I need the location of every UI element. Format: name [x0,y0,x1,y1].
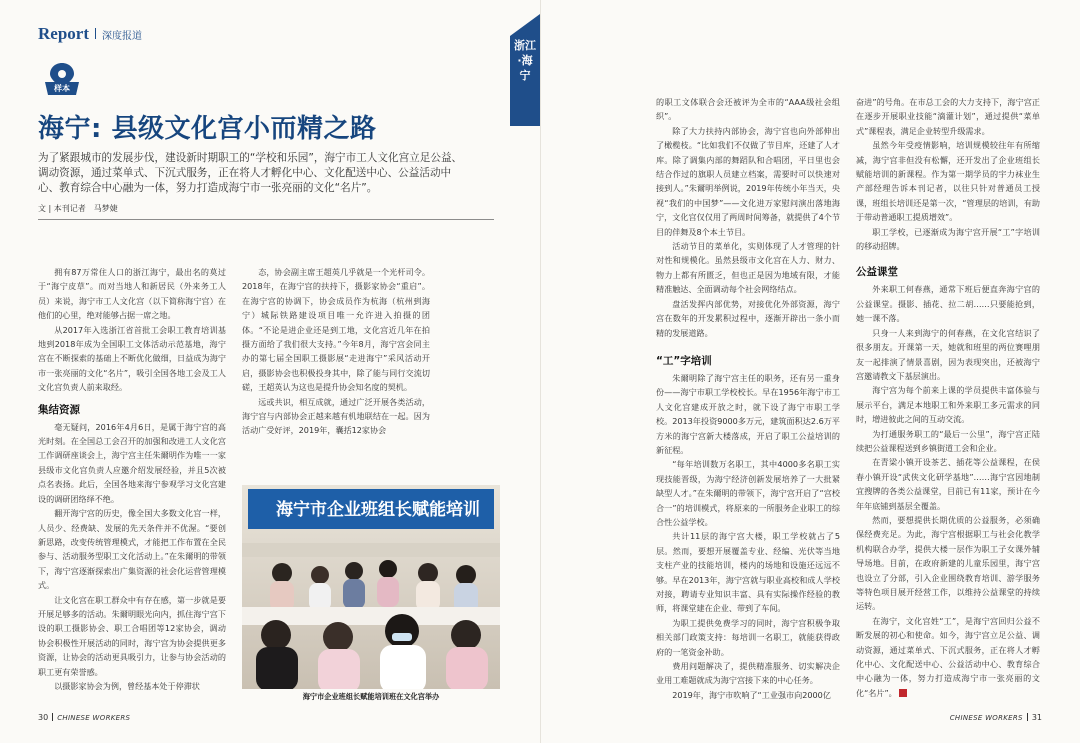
paragraph: 虽然今年受疫情影响，培训规模较往年有所缩减，海宁宫非但没有松懈，还开发出了企业班组长赋能培训的新课程。作为第一期学员的宇力袜业生产部经理告诉本刊记者，以往只针对普通员工授课，班组长培训还是第一次，“管理层的培训，有助于带动普通职工提质增效”。 [856,140,1040,223]
article-title: 海宁: 县级文化宫小而精之路 [38,114,377,144]
paragraph: 朱爾明除了海宁宫主任的职务，还有另一重身份——海宁市职工学校校长。早在1956年海宁市工人文化宫建成开放之时，就下设了海宁市职工学校。2013年投资9000多万元，建筑面积达2.6万平方米的海宁宫新大楼落成，开启了职工公益培训的新征程。 [656,372,840,455]
paragraph: 拥有87万常住人口的浙江海宁，最出名的莫过于“海宁皮草”。而对当地人和新居民（外来务工人员）来说，海宁市工人文化宫（以下简称海宁宫）在他们的心里，绝对能够占据一席之地。 [38,267,226,321]
text-column-4 [856,95,1040,700]
map-pin-icon [42,62,82,100]
section-label: 深度报道 [101,31,142,42]
section-header [38,24,142,44]
paragraph: 态，协会副主席王超英几乎就是一个光杆司令。2018年，在海宁宫的扶持下，摄影家协会“重启”。在海宁宫的协调下，协会成员作为杭海（杭州到海宁）城际铁路建设项目唯一允许进入拍摄的团体。“不论是进企业还是到工地，文化宫近几年在拍摄方面给了我们很大支持。”今年8月，海宁宫会同主办的第七届全国职工摄影展“走进海宁”采风活动开启，摄影协会也积极投身其中，除了能与同行交流切磋，王超英认为这也是提升协会知名度的契机。 [242,267,430,393]
magazine-name: CHINESE WORKERS [57,714,131,722]
paragraph: “每年培训数万名职工，其中4000多名职工实现技能晋级，为海宁经济创新发展培养了一大批紧缺型人才。”在朱爾明的带领下，海宁宫开启了“宫校合一”的培训模式，将原来的一所服务企业职工的综合性公益学校。 [656,459,840,527]
paragraph: 2019年，海宁市吹响了“工业强市向2000亿 [672,689,831,700]
region-tab [510,14,540,126]
photo-caption: 海宁市企业班组长赋能培训班在文化宫举办 [302,692,440,701]
paragraph: 的职工文体联合会还被评为全市的“AAA级社会组织”。 [656,97,840,122]
folio-divider [52,713,53,721]
paragraph: 然而，要想提供长期优质的公益服务，必须确保经费充足。为此，海宁宫根据职工与社会化教学机构联合办学，提供大楼一层作为职工子女课外辅导场地。目前，在政府新建的儿童乐园里，海宁宫也设立了分部，引入企业围绕教育培训、游学服务等特色项目展开经营工作，以维持公益课堂的持续运转。 [856,514,1040,612]
badge-label: 样本 [54,84,70,93]
paragraph: 奋进”的号角。在市总工会的大力支持下，海宁宫正在逐步开展职业技能“滴灌计划”，通过提供“菜单式”课程表，满足企业转型升级需求。 [856,97,1040,136]
byline: 文 | 本刊记者 马梦婕 [38,204,118,213]
region-label: 浙江·海宁 [514,39,536,82]
article-lead: 为了紧跟城市的发展步伐，建设新时期职工的“学校和乐园”，海宁市工人文化宫立足公益、调动资源，通过菜单式、下沉式服务，正在将人才孵化中心、文化配送中心、公益活动中心、教育综合中心融为一体，努力打造成海宁市一张亮丽的文化“名片”。 [38,152,463,194]
paragraph: 外来职工何春燕，通常下班后便直奔海宁宫的公益课堂。摄影、插花、拉二胡……只要能抢到，她一课不落。 [856,284,1040,324]
subheading: 集结资源 [38,403,80,416]
paragraph: 职工学校，已逐渐成为海宁宫开展“工”字培训的移动招牌。 [856,226,1040,252]
paragraph-text: 在海宁，文化宫姓“工”，是海宁宫回归公益不断发展的初心和使命。如今，海宁宫立足公益、调动资源，通过菜单式、下沉式服务，正在将人才孵化中心、文化配送中心、公益活动中心、教育综合中心融为一体，努力打造成海宁市一张亮丽的文化“名片”。 [856,615,1040,698]
sample-badge [42,62,82,100]
page-number-left [38,713,130,722]
magazine-name: CHINESE WORKERS [949,714,1023,722]
paragraph [856,614,1040,700]
text-column-1 [38,265,226,693]
paragraph: 以摄影家协会为例，曾经基本处于停滞状 [54,680,200,691]
page-number-right [950,713,1042,722]
paragraph: 共计11层的海宁宫大楼，职工学校就占了5层。然而，要想开展覆盖专业、经编、光伏等当地支柱产业的技能培训，楼内的场地和设施还远远不够。早在2013年，海宁宫就与职业高校和成人学校对接，聘请专业知识丰富、具有实际操作经验的教师，将课堂建在企业、带到了车间。 [656,531,840,614]
subheading: 公益课堂 [856,266,898,279]
paragraph: 在青梁小镇开设茶艺、插花等公益课程，在侯春小镇开设“武侠文化研学基地”……海宁宫因地制宜搜牌的各类公益课堂，目前已有11家，预计在今年年底铺到基层全覆盖。 [856,457,1040,511]
paragraph: 海宁宫为每个前来上课的学员提供丰富体验与展示平台，满足本地职工和外来职工多元需求的同时，增进彼此之间的互动交流。 [856,385,1040,425]
paragraph: 远或共识，相互成就，通过广泛开展各类活动，海宁宫与内部协会正越来越有机地联结在一起。因为活动广受好评，2019年，囊括12家协会 [242,396,430,436]
paragraph: 翻开海宁宫的历史，像全国大多数文化宫一样，人员少、经费缺、发展的先天条件并不优渥。“要创新思路，改变传统管理模式，才能把工作布置在全民参与、活动服务型职工文化活动上。”在朱爾明的带领下，海宁宫逐渐探索出广集资源的社会化运营管理模式。 [38,508,226,591]
paragraph: 除了大力扶持内部协会，海宁宫也向外部伸出了橄榄枝。“比如我们不仅做了节目库，还建了人才库。除了调集内部的舞蹈队和合唱团，平日里也会结合作过的旗职人员建立档案，需要时可以快速对接到人。”朱爾明举例说，2019年传统小年当天，央视“我们的中国梦”——文化进万家慰问演出落地海宁，文化宫仅仅用了两周时间筹备，就提供了4个节目的伴舞及8个本土节目。 [656,125,840,237]
paragraph: 费用问题解决了，提供精准服务、切实解决企业用工难题就成为海宁宫接下来的中心任务。 [656,661,840,686]
page-number: 30 [38,713,49,722]
paragraph: 活动节目的菜单化，实则体现了人才管理的针对性和规模化。虽然县级市文化宫在人力、财力、物力上都有所匮乏，但也正是因为地域有限，才能精准触达、全面调动每个社会网络结点。 [656,241,840,295]
banner-text: 海宁市企业班组长赋能培训 [276,500,480,520]
text-column-3 [656,95,840,702]
page-number: 31 [1031,713,1042,722]
paragraph: 从2017年入选浙江省首批工会职工教育培训基地到2018年成为全国职工文体活动示范基地，海宁宫在不断探索的基础上不断优化做细，日益成为海宁市一张亮丽的文化“名片”，吸引全国各地工会及工人文化宫负责人前来取经。 [38,324,226,393]
classroom-photo-image [242,485,500,689]
paragraph: 盘活发挥内部优势，对接优化外部资源，海宁宫在数年的开发累积过程中，逐渐开辟出一条小而精的发展道路。 [656,298,840,338]
training-photo [242,485,500,689]
text-column-2 [242,265,430,438]
title-divider [38,219,494,220]
paragraph: 为打通服务职工的“最后一公里”，海宁宫正陆续把公益课程送到乡镇街道工会和企业。 [856,428,1040,453]
end-mark-icon [899,689,907,697]
subheading: “工”字培训 [656,354,712,367]
paragraph: 为职工提供免费学习的同时，海宁宫积极争取相关部门政策支持：每培训一名职工，就能获得政府的一笔资金补助。 [656,617,840,657]
header-divider [95,28,96,39]
paragraph: 让文化宫在职工群众中有存在感，第一步就是要开展足够多的活动。朱爾明眼光向内，抓住海宁宫下设的职工摄影协会、职工合唱团等12家协会，调动协会积极性开展活动的同时，海宁宫为协会提供更多资源，让协会的活动更具吸引力，让参与协会活动的职工更有荣誉感。 [38,594,226,677]
brand-label: Report [38,24,89,43]
folio-divider [1027,713,1028,721]
paragraph: 毫无疑问，2016年4月6日，是属于海宁宫的高光时刻。在全国总工会召开的加强和改进工人文化宫工作调研座谈会上，海宁宫主任朱爾明作为唯一一家县级市文化宫负责人应邀介绍发展经验，并且5次被点名表扬。此后，全国各地来海宁参观学习文化宫建设的调研团络绎不绝。 [38,421,226,504]
paragraph: 只身一人来到海宁的何春燕，在文化宫结识了很多朋友。开课第一天，她就和班里的两位赛哩朋友一起排演了情景喜剧，因为表现突出，还被海宁宫邀请教文下基层演出。 [856,327,1040,381]
